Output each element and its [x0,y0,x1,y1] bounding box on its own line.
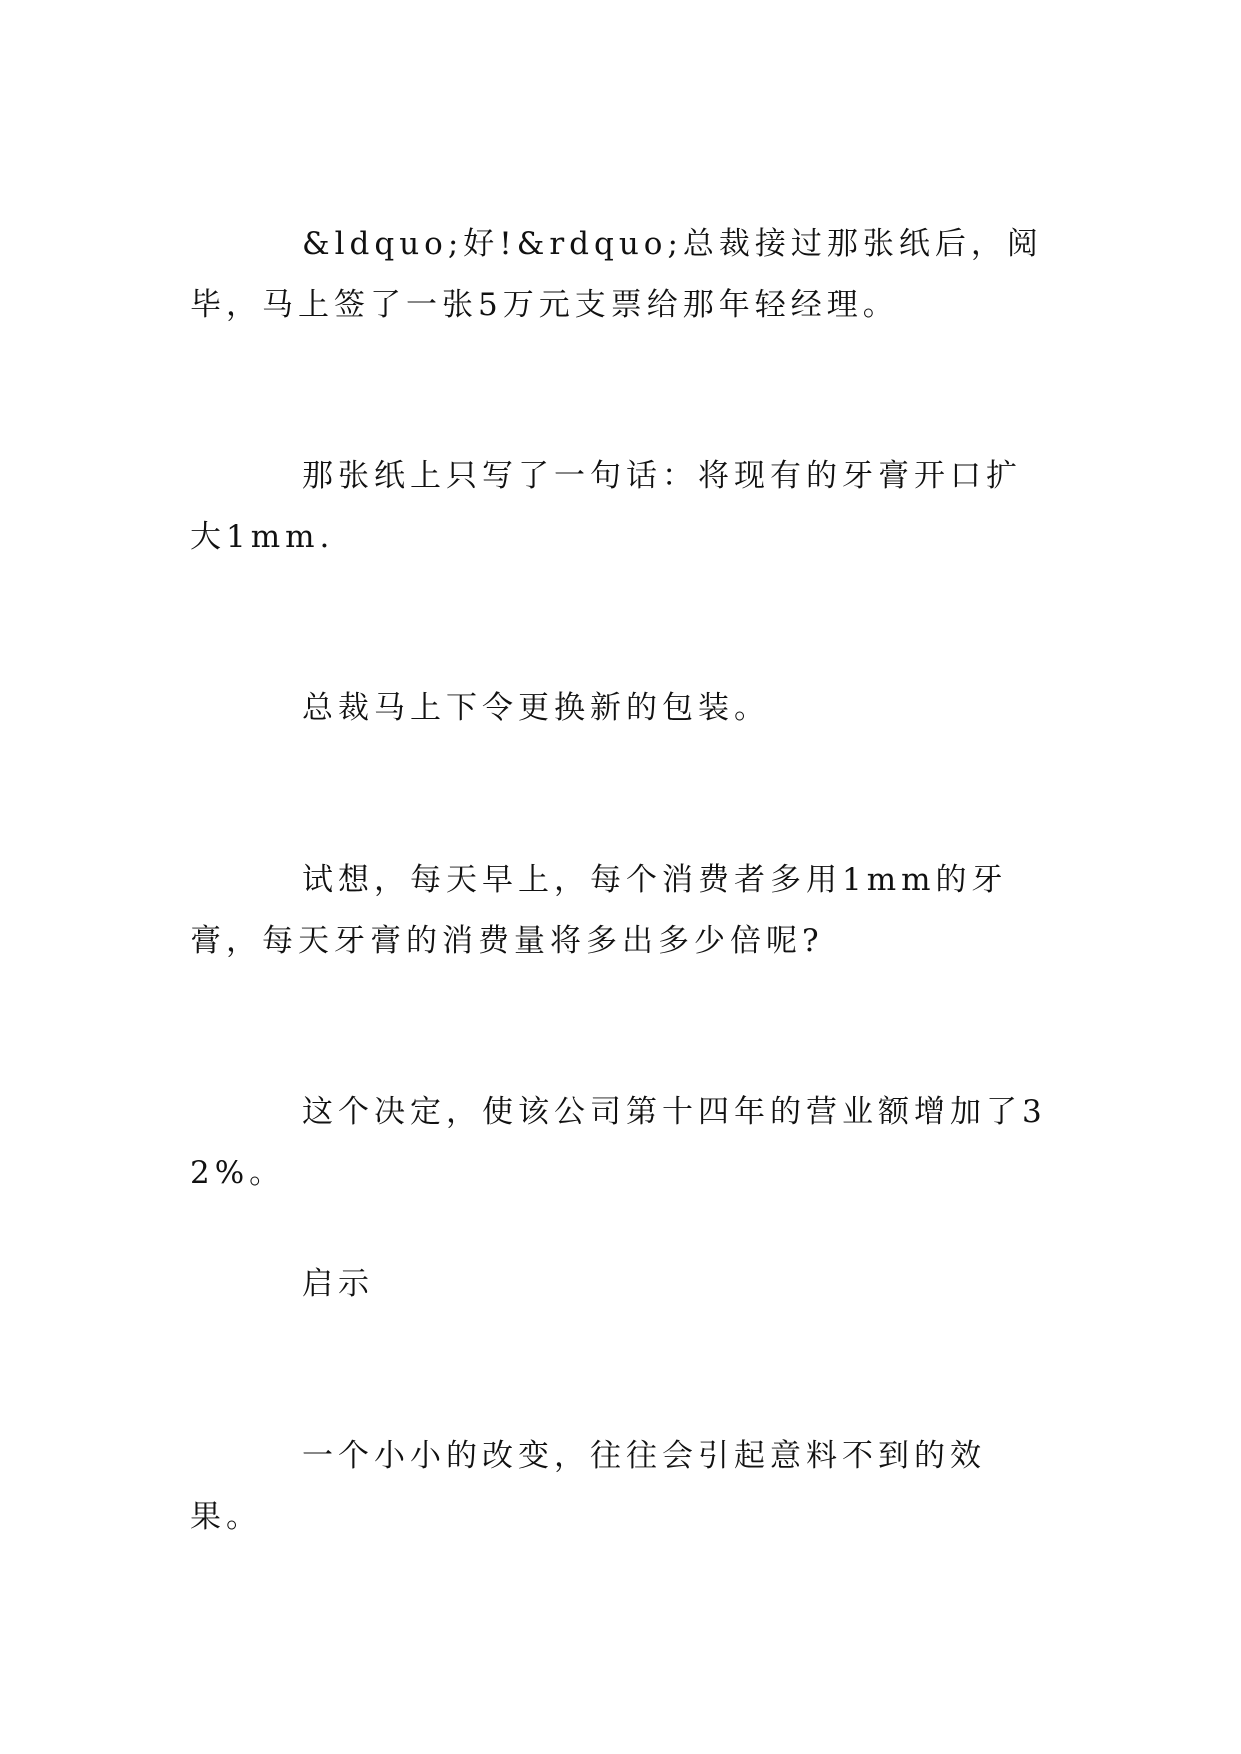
paragraph-2: 那张纸上只写了一句话：将现有的牙膏开口扩大1mm. [190,458,1022,555]
paragraph-7: 一个小小的改变，往往会引起意料不到的效果。 [190,1438,986,1535]
paragraph-3: 总裁马上下令更换新的包装。 [302,690,770,726]
paragraph-1: &ldquo;好!&rdquo;总裁接过那张纸后，阅毕，马上签了一张5万元支票给那年轻经理。 [190,226,1043,323]
paragraph-5: 这个决定，使该公司第十四年的营业额增加了32%。 [190,1094,1047,1191]
paragraph-4: 试想，每天早上，每个消费者多用1mm的牙膏，每天牙膏的消费量将多出多少倍呢? [190,862,1008,959]
section-heading-insight: 启示 [302,1266,374,1302]
